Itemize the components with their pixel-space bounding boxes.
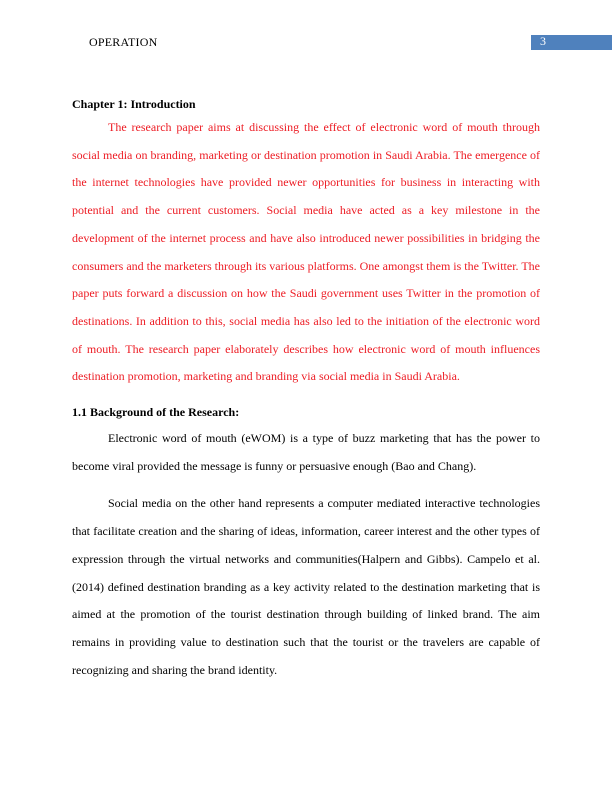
page-number: 3 — [540, 34, 546, 48]
running-head: OPERATION — [89, 35, 158, 49]
intro-paragraph: The research paper aims at discussing the effect of electronic word of mouth through social media on branding, marketing or destination promotion in Saudi Arabia. The emergence of the internet technologies have provided newer opportunities for business in interacting with potential and the current customers. Social media have acted as a key milestone in the development of the internet process and have also introduced newer possibilities in bridging the consumers and the marketers through its various platforms. One amongst them is the Twitter. The paper puts forward a discussion on how the Saudi government uses Twitter in the promotion of destinations. In addition to this, social media has also led to the initiation of the electronic word of mouth. The research paper elaborately describes how electronic word of mouth influences destination promotion, marketing and branding via social media in Saudi Arabia. — [72, 120, 540, 384]
background-paragraph-2: Social media on the other hand represents a computer mediated interactive technologies that facilitate creation and the sharing of ideas, information, career interest and the other types of expression through the virtual networks and communities(Halpern and Gibbs). Campelo et al. (2014) defined destination branding as a key activity related to the destination marketing that is aimed at the promotion of the tourist destination through building of linked brand. The aim remains in providing value to destination such that the tourist or the travelers are capable of recognizing and sharing the brand identity. — [72, 496, 540, 677]
background-paragraph-1: Electronic word of mouth (eWOM) is a type of buzz marketing that has the power to become viral provided the message is funny or persuasive enough (Bao and Chang). — [72, 431, 540, 473]
page-header — [0, 0, 612, 60]
page-number-box — [531, 35, 612, 50]
chapter-title: Chapter 1: Introduction — [72, 97, 196, 111]
document-body — [72, 94, 540, 684]
section-title: 1.1 Background of the Research: — [72, 405, 240, 420]
